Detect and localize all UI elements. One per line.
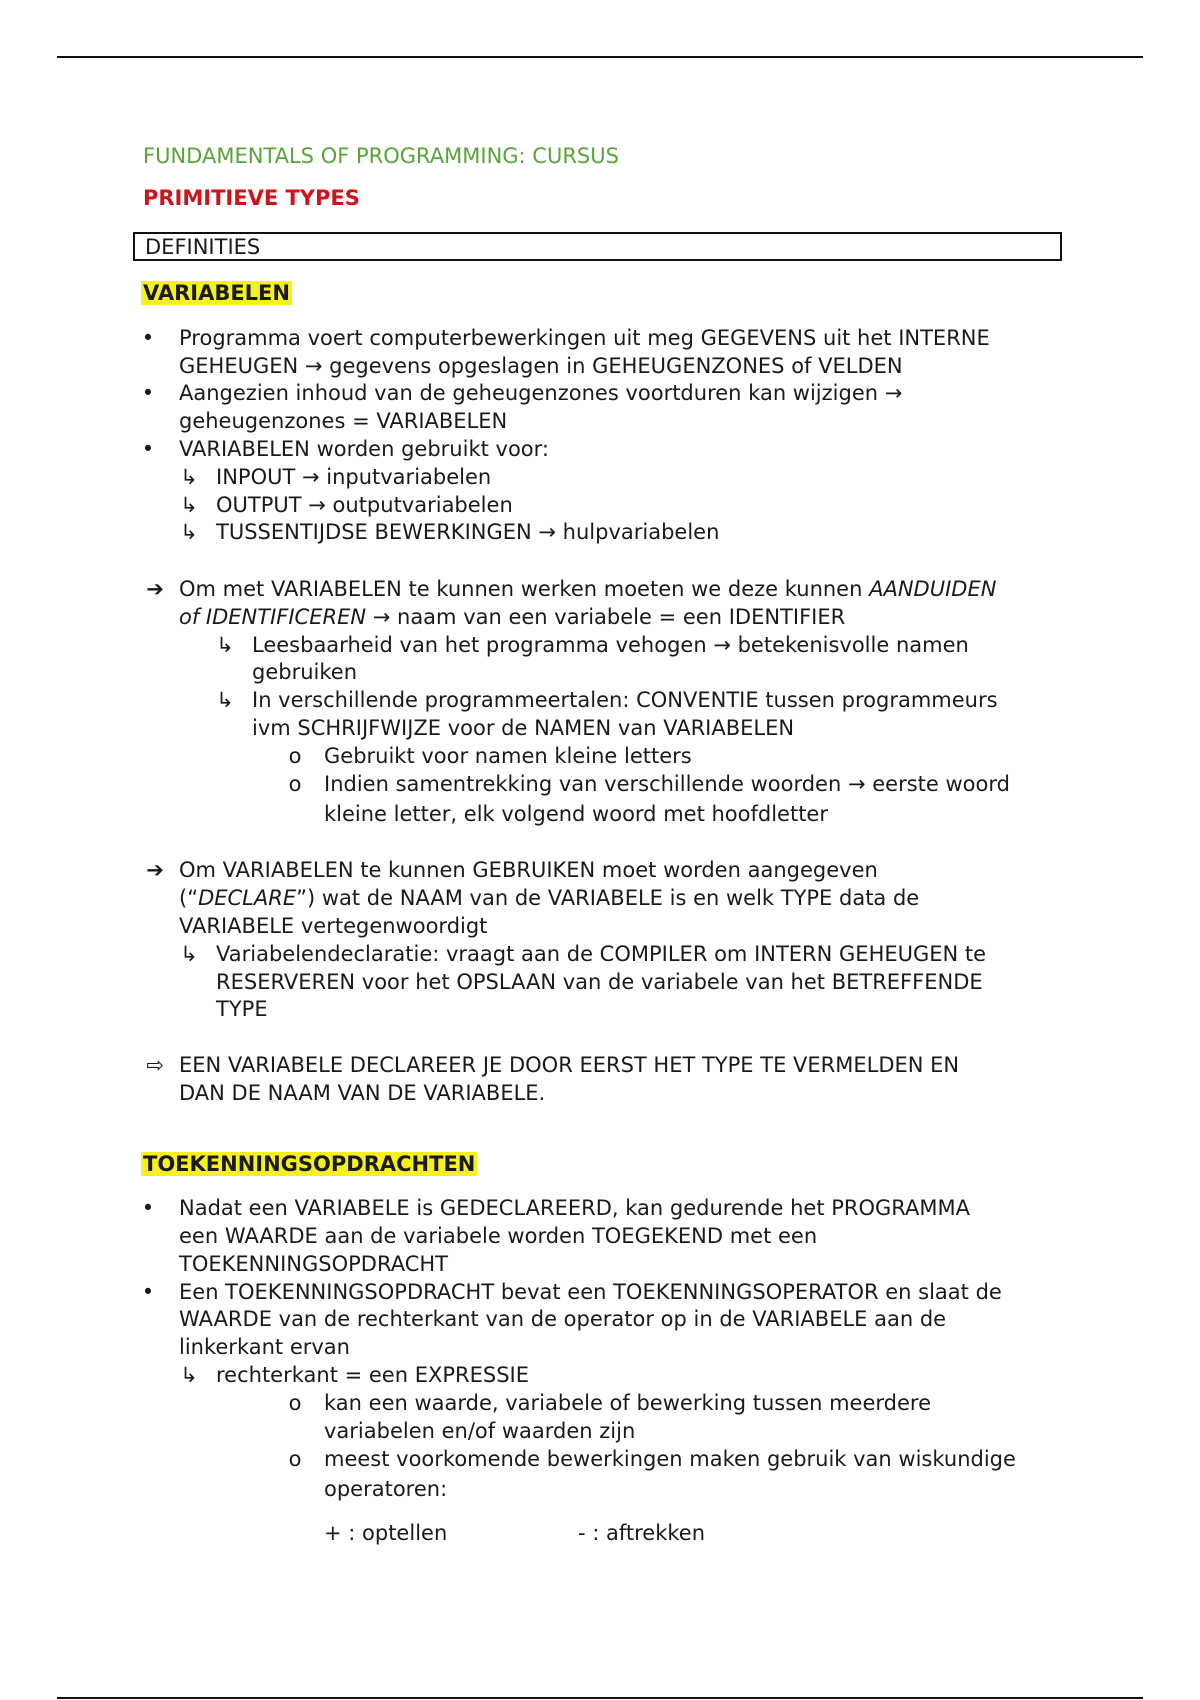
var-arrow-1-sub-2-line-2: ivm SCHRIJFWIJZE voor de NAMEN van VARIABELEN	[252, 716, 795, 740]
var-arrow-2-sub-line-2: RESERVEREN voor het OPSLAAN van de variabele van het BETREFFENDE	[216, 970, 983, 994]
variabelen-heading-text: VARIABELEN	[143, 281, 290, 305]
sub-arrow-icon: ↳	[180, 493, 198, 517]
chapter-title: PRIMITIEVE TYPES	[143, 186, 360, 210]
arrow-icon: ➔	[146, 577, 164, 601]
var-arrow-2-line-1: Om VARIABELEN te kunnen GEBRUIKEN moet worden aangegeven	[179, 858, 878, 882]
var-sub-2: OUTPUT → outputvariabelen	[216, 493, 513, 517]
var-arrow-1-emphasis-2: of IDENTIFICEREN	[179, 605, 367, 629]
var-arrow-2-sub-line-3: TYPE	[216, 997, 268, 1021]
var-bullet-2-line-2: geheugenzones = VARIABELEN	[179, 409, 508, 433]
var-circle-item-2-line-2: kleine letter, elk volgend woord met hoofdletter	[324, 802, 828, 826]
circle-bullet-icon: o	[288, 1447, 302, 1471]
toek-sub-1: rechterkant = een EXPRESSIE	[216, 1363, 530, 1387]
var-bullet-3: VARIABELEN worden gebruikt voor:	[179, 437, 549, 461]
bottom-rule	[57, 1697, 1143, 1699]
var-conclusion-line-1: EEN VARIABELE DECLAREER JE DOOR EERST HET TYPE TE VERMELDEN EN	[179, 1053, 960, 1077]
operator-plus: + : optellen	[324, 1521, 448, 1545]
toek-circle-item-1-line-1: kan een waarde, variabele of bewerking tussen meerdere	[324, 1391, 932, 1415]
var-arrow-2-text: ”) wat de NAAM van de VARIABELE is en welk TYPE data de	[296, 886, 920, 910]
var-arrow-2-line-2	[179, 884, 919, 912]
toek-circle-item-2-line-1: meest voorkomende bewerkingen maken gebruik van wiskundige	[324, 1447, 1016, 1471]
var-arrow-2-sub-line-1: Variabelendeclaratie: vraagt aan de COMPILER om INTERN GEHEUGEN te	[216, 942, 987, 966]
var-arrow-1-sub-1-line-1: Leesbaarheid van het programma vehogen → betekenisvolle namen	[252, 633, 969, 657]
toek-bullet-2-line-3: linkerkant ervan	[179, 1335, 350, 1359]
var-conclusion-line-2: DAN DE NAAM VAN DE VARIABELE.	[179, 1081, 546, 1105]
toekenning-heading	[141, 1150, 477, 1178]
var-arrow-2-open-quote: (“	[179, 886, 199, 910]
sub-arrow-icon: ↳	[216, 633, 234, 657]
var-arrow-2-emphasis: DECLARE	[198, 886, 297, 910]
toek-circle-item-2-line-2: operatoren:	[324, 1477, 448, 1501]
toekenning-heading-text: TOEKENNINGSOPDRACHTEN	[143, 1152, 476, 1176]
var-arrow-2-line-3: VARIABELE vertegenwoordigt	[179, 914, 488, 938]
toek-bullet-1-line-1: Nadat een VARIABELE is GEDECLAREERD, kan gedurende het PROGRAMMA	[179, 1196, 971, 1220]
var-arrow-1-sub-2-line-1: In verschillende programmeertalen: CONVENTIE tussen programmeurs	[252, 688, 998, 712]
var-arrow-1-sub-1-line-2: gebruiken	[252, 660, 357, 684]
circle-bullet-icon: o	[288, 1391, 302, 1415]
toek-circle-item-1-line-2: variabelen en/of waarden zijn	[324, 1419, 636, 1443]
sub-arrow-icon: ↳	[180, 520, 198, 544]
sub-arrow-icon: ↳	[180, 942, 198, 966]
operator-minus: - : aftrekken	[578, 1521, 706, 1545]
sub-arrow-icon: ↳	[180, 1363, 198, 1387]
arrow-icon: ➔	[146, 858, 164, 882]
bullet-icon: •	[141, 437, 155, 461]
hollow-arrow-icon: ⇨	[146, 1053, 164, 1077]
bullet-icon: •	[141, 381, 155, 405]
sub-arrow-icon: ↳	[216, 688, 234, 712]
circle-bullet-icon: o	[288, 772, 302, 796]
var-bullet-1-line-1: Programma voert computerbewerkingen uit meg GEGEVENS uit het INTERNE	[179, 326, 990, 350]
var-bullet-2-line-1: Aangezien inhoud van de geheugenzones voortduren kan wijzigen →	[179, 381, 903, 405]
toek-bullet-1-line-2: een WAARDE aan de variabele worden TOEGEKEND met een	[179, 1224, 818, 1248]
var-circle-item-2-line-1: Indien samentrekking van verschillende woorden → eerste woord	[324, 772, 1010, 796]
var-sub-3: TUSSENTIJDSE BEWERKINGEN → hulpvariabelen	[216, 520, 720, 544]
var-arrow-1-emphasis: AANDUIDEN	[869, 577, 997, 601]
var-bullet-1-line-2: GEHEUGEN → gegevens opgeslagen in GEHEUGENZONES of VELDEN	[179, 354, 903, 378]
course-title: FUNDAMENTALS OF PROGRAMMING: CURSUS	[143, 144, 619, 168]
toek-bullet-2-line-2: WAARDE van de rechterkant van de operator op in de VARIABELE aan de	[179, 1307, 947, 1331]
var-arrow-1-text-2: → naam van een variabele = een IDENTIFIER	[366, 605, 846, 629]
var-sub-1: INPOUT → inputvariabelen	[216, 465, 492, 489]
var-arrow-1-line-2	[179, 603, 845, 631]
sub-arrow-icon: ↳	[180, 465, 198, 489]
toek-bullet-1-line-3: TOEKENNINGSOPDRACHT	[179, 1252, 448, 1276]
var-arrow-1-text: Om met VARIABELEN te kunnen werken moeten we deze kunnen	[179, 577, 870, 601]
toek-bullet-2-line-1: Een TOEKENNINGSOPDRACHT bevat een TOEKENNINGSOPERATOR en slaat de	[179, 1280, 1002, 1304]
top-rule	[57, 56, 1143, 58]
circle-bullet-icon: o	[288, 744, 302, 768]
variabelen-heading	[141, 279, 292, 307]
bullet-icon: •	[141, 1280, 155, 1304]
section-box	[133, 232, 1062, 261]
var-arrow-1-line-1	[179, 575, 996, 603]
var-circle-item-1: Gebruikt voor namen kleine letters	[324, 744, 692, 768]
bullet-icon: •	[141, 326, 155, 350]
section-box-label: DEFINITIES	[145, 235, 261, 259]
bullet-icon: •	[141, 1196, 155, 1220]
